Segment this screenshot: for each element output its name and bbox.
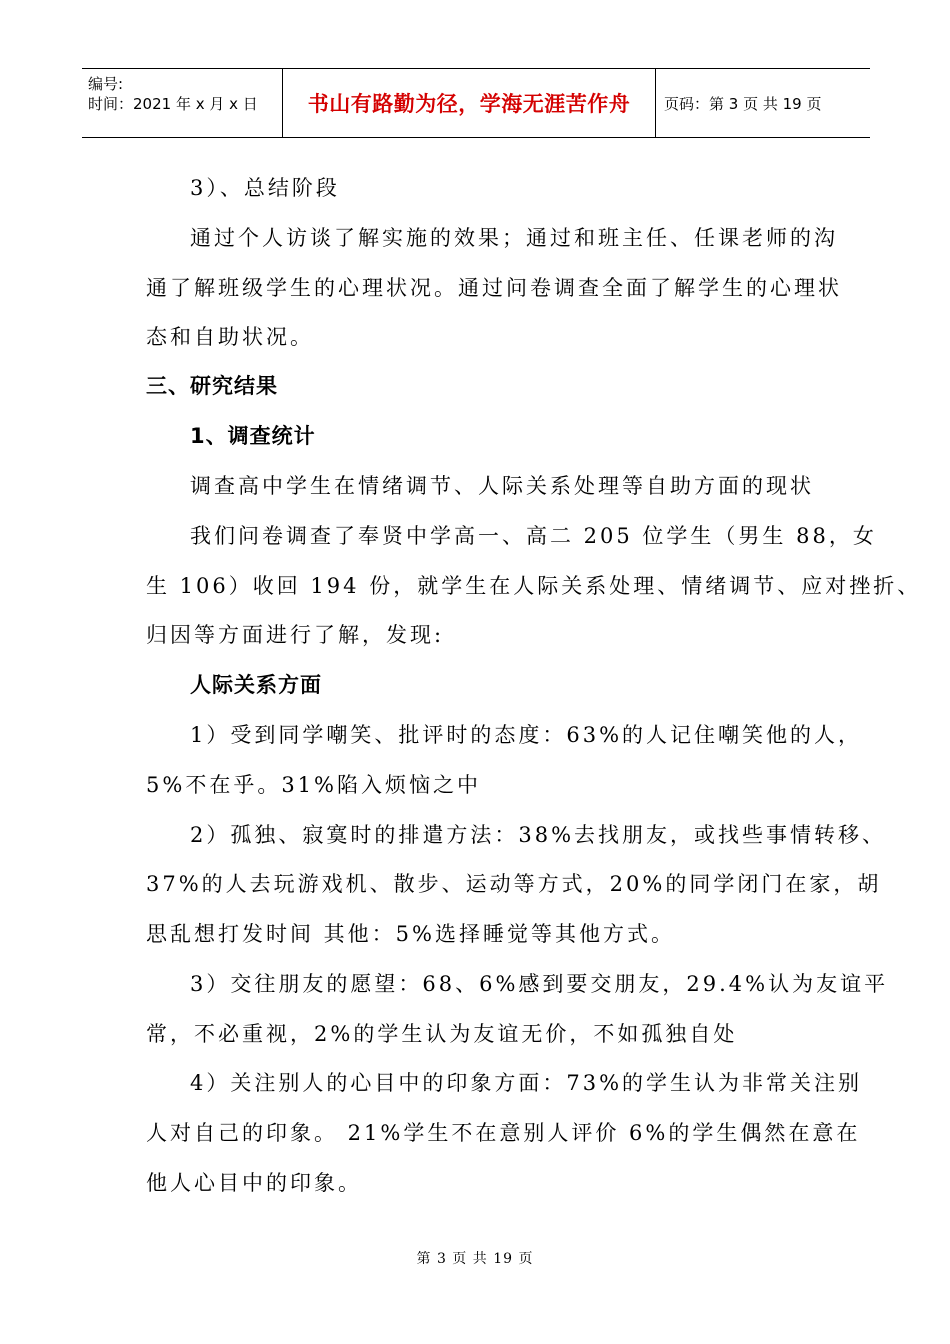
topic-heading: 人际关系方面 bbox=[190, 673, 322, 697]
number-label: 编号: bbox=[88, 75, 124, 93]
motto-text: 书山有路勤为径，学海无涯苦作舟 bbox=[307, 92, 631, 116]
list-item-line: 5%不在乎。31%陷入烦恼之中 bbox=[146, 773, 481, 797]
list-item-line: 思乱想打发时间 其他：5%选择睡觉等其他方式。 bbox=[146, 922, 675, 946]
list-item-line: 4）关注别人的心目中的印象方面：73%的学生认为非常关注别 bbox=[190, 1071, 863, 1095]
paragraph-line: 生 106）收回 194 份，就学生在人际关系处理、情绪调节、应对挫折、 bbox=[146, 574, 922, 598]
header-motto-cell bbox=[282, 69, 656, 137]
paragraph-line: 我们问卷调查了奉贤中学高一、高二 205 位学生（男生 88，女 bbox=[190, 524, 877, 548]
paragraph-line: 通了解班级学生的心理状况。通过问卷调查全面了解学生的心理状 bbox=[146, 276, 842, 300]
page-info: 页码：第 3 页 共 19 页 bbox=[664, 94, 822, 113]
time-label: 时间：2021 年 x 月 x 日 bbox=[88, 95, 258, 113]
list-item-line: 3）交往朋友的愿望：68、6%感到要交朋友，29.4%认为友谊平 bbox=[190, 972, 889, 996]
subsection-heading: 1、调查统计 bbox=[190, 424, 316, 448]
paragraph-line: 通过个人访谈了解实施的效果；通过和班主任、任课老师的沟 bbox=[190, 226, 838, 250]
list-item-line: 1）受到同学嘲笑、批评时的态度：63%的人记住嘲笑他的人， bbox=[190, 723, 863, 747]
list-item-line: 2）孤独、寂寞时的排遣方法：38%去找朋友，或找些事情转移、 bbox=[190, 823, 887, 847]
paragraph-line: 态和自助状况。 bbox=[146, 325, 314, 349]
paragraph-line: 归因等方面进行了解，发现: bbox=[146, 623, 445, 647]
list-item-line: 常，不必重视，2%的学生认为友谊无价，不如孤独自处 bbox=[146, 1022, 738, 1046]
list-item-line: 他人心目中的印象。 bbox=[146, 1171, 362, 1195]
list-item-line: 37%的人去玩游戏机、散步、运动等方式，20%的同学闭门在家，胡 bbox=[146, 872, 882, 896]
header-meta-cell bbox=[82, 69, 282, 137]
paragraph-line: 调查高中学生在情绪调节、人际关系处理等自助方面的现状 bbox=[190, 474, 814, 498]
section-heading: 三、研究结果 bbox=[146, 374, 278, 398]
document-header bbox=[82, 68, 870, 138]
list-item-line: 人对自己的印象。 21%学生不在意别人评价 6%的学生偶然在意在 bbox=[146, 1121, 861, 1145]
section-subheading: 3）、总结阶段 bbox=[190, 176, 340, 200]
page-footer: 第 3 页 共 19 页 bbox=[416, 1251, 534, 1267]
header-page-cell bbox=[654, 69, 870, 137]
